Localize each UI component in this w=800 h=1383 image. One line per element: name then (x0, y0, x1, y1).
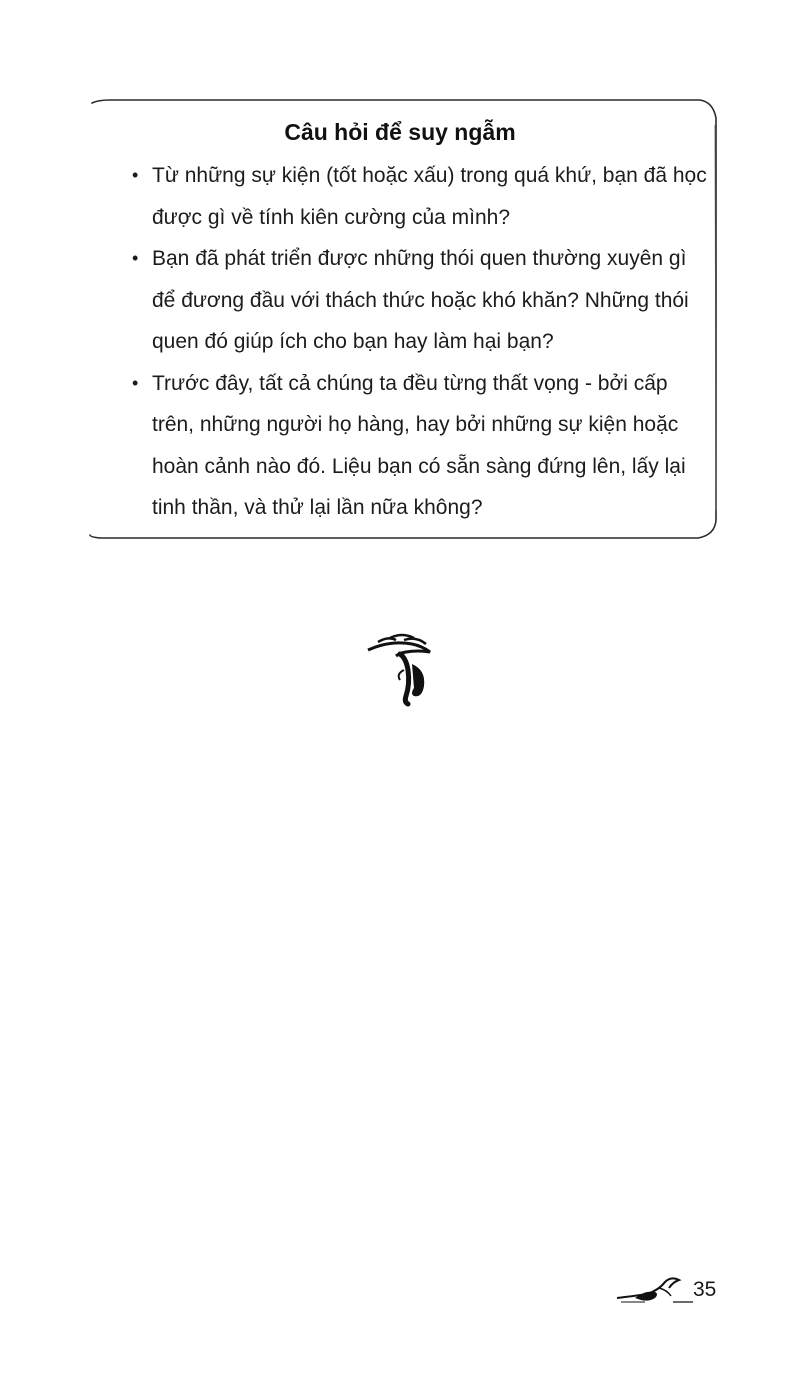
bullet-icon: • (132, 372, 139, 393)
bullet-icon: • (132, 165, 139, 185)
question-text: Bạn đã phát triển được những thói quen thường xuyên gì để đương đầu với thách thức hoặc khó khăn? Những thói quen đó giúp ích cho bạn hay làm hại bạn? (152, 247, 689, 353)
page-number: 35 (693, 1278, 717, 1301)
question-text: Từ những sự kiện (tốt hoặc xấu) trong quá khứ, bạn đã học được gì về tính kiên cường của mình? (152, 164, 707, 229)
page-footer (615, 1272, 725, 1312)
question-text: Trước đây, tất cả chúng ta đều từng thất vọng - bởi cấp trên, những người họ hàng, hay bởi những sự kiện hoặc hoàn cảnh nào đó. Liệu bạn có sẵn sàng đứng lên, lấy lại tinh thần, và thử lại lần nữa không? (152, 371, 686, 519)
box-title: Câu hỏi để suy ngẫm (284, 119, 516, 145)
reflection-questions-list (130, 155, 710, 529)
bullet-icon: • (132, 248, 139, 268)
footer-flourish-icon (615, 1272, 695, 1312)
list-item (130, 155, 710, 238)
list-item (130, 363, 710, 529)
leaf-flourish-icon (360, 630, 440, 710)
list-item (130, 238, 710, 363)
